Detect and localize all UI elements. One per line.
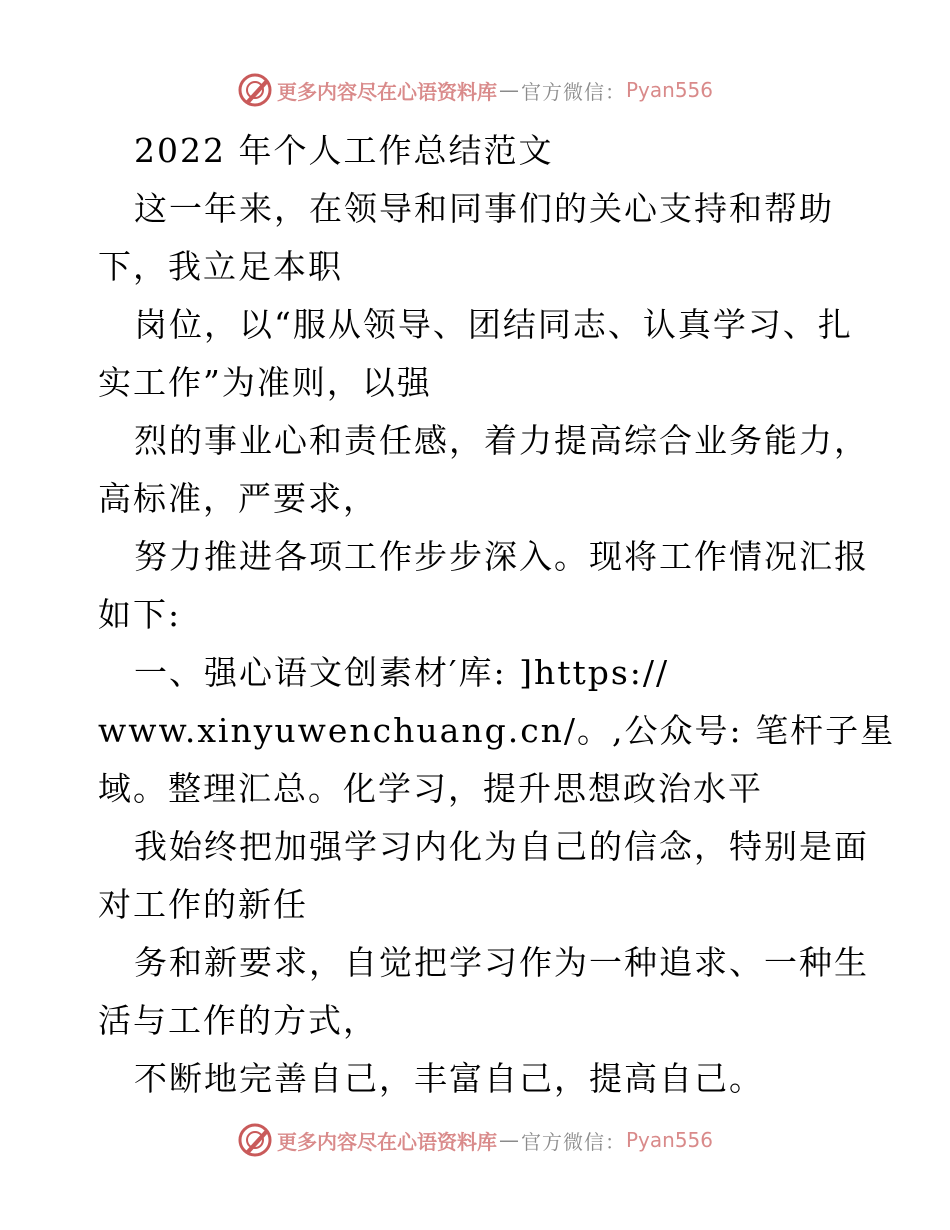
body-text-line: 如下:: [98, 595, 182, 634]
watermark-sub-text: 官方微信：: [520, 1129, 626, 1154]
body-text-line: 这一年来，在领导和同事们的关心支持和帮助: [134, 189, 834, 228]
body-text-line: 务和新要求，自觉把学习作为一种追求、一种生: [134, 943, 869, 982]
watermark-main-text: 更多内容尽在心语资料库: [276, 1129, 497, 1154]
watermark-separator: —: [498, 78, 519, 102]
body-text-line: 活与工作的方式，: [98, 1001, 378, 1040]
watermark-separator: —: [498, 1128, 519, 1152]
brush-logo-icon: [237, 1122, 273, 1158]
footer-watermark: [0, 1118, 950, 1162]
brush-logo-icon: [237, 72, 273, 108]
body-text-line: 不断地完善自己，丰富自己，提高自己。: [134, 1059, 764, 1098]
body-text-line: 烈的事业心和责任感，着力提高综合业务能力，: [134, 421, 869, 460]
watermark-main-text: 更多内容尽在心语资料库: [276, 79, 497, 104]
watermark-account: Pyan556: [625, 78, 713, 102]
body-text-line: 实工作”为准则，以强: [98, 363, 432, 402]
body-text-line: 下，我立足本职: [98, 247, 343, 286]
body-text-line: 一、强心语文创素材′库: ]https://: [134, 653, 670, 692]
document-body: [98, 122, 896, 1108]
body-text-line: 高标准，严要求，: [98, 479, 378, 518]
body-text-line: 域。整理汇总。化学习，提升思想政治水平: [98, 769, 763, 808]
body-text-line: 对工作的新任: [98, 885, 308, 924]
body-text-line: 努力推进各项工作步步深入。现将工作情况汇报: [134, 537, 869, 576]
body-text-line: 我始终把加强学习内化为自己的信念，特别是面: [134, 827, 869, 866]
document-title: 2022 年个人工作总结范文: [134, 131, 554, 170]
watermark-account: Pyan556: [625, 1128, 713, 1152]
header-watermark: [0, 68, 950, 112]
watermark-sub-text: 官方微信：: [520, 79, 626, 104]
body-text-line: 岗位，以“服从领导、团结同志、认真学习、扎: [134, 305, 853, 344]
body-text-line: www.xinyuwenchuang.cn/。,公众号: 笔杆子星: [98, 711, 896, 750]
